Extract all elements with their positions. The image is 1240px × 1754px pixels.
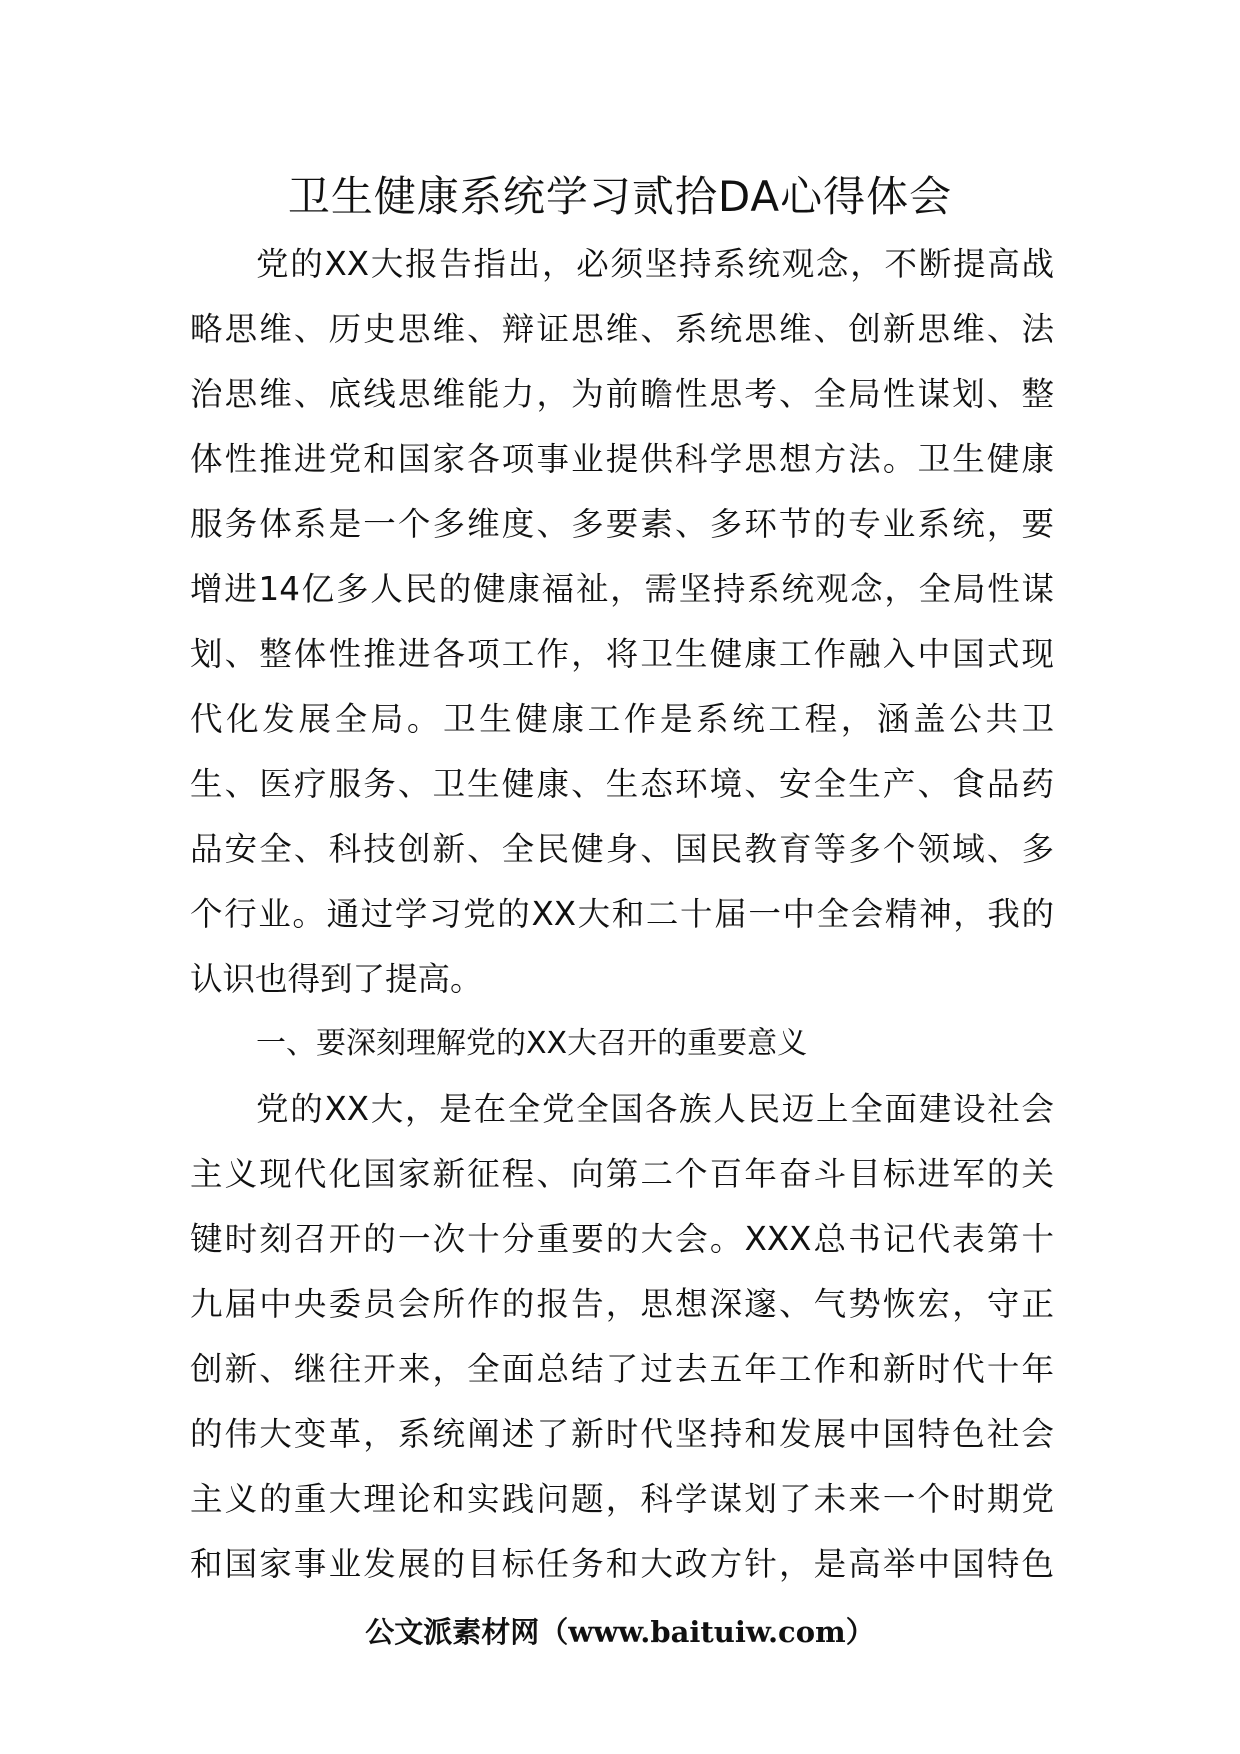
paragraph-1-line: 个行业。通过学习党的XX大和二十届一中全会精神，我的: [190, 895, 1054, 933]
paragraph-1-line: 治思维、底线思维能力，为前瞻性思考、全局性谋划、整: [190, 375, 1054, 413]
paragraph-2-line: 党的XX大，是在全党全国各族人民迈上全面建设社会: [256, 1090, 1054, 1128]
paragraph-1-line: 体性推进党和国家各项事业提供科学思想方法。卫生健康: [190, 440, 1054, 478]
paragraph-1-line: 党的XX大报告指出，必须坚持系统观念，不断提高战: [256, 245, 1054, 283]
paragraph-1-line: 生、医疗服务、卫生健康、生态环境、安全生产、食品药: [190, 765, 1054, 803]
document-title: 卫生健康系统学习贰拾DA心得体会: [287, 172, 953, 221]
footer-source: 公文派素材网（www.baituiw.com）: [365, 1615, 875, 1649]
document-body: [190, 236, 1054, 1601]
paragraph-2-line: 主义的重大理论和实践问题，科学谋划了未来一个时期党: [190, 1480, 1054, 1518]
paragraph-1-line: 认识也得到了提高。: [190, 960, 483, 998]
paragraph-2-line: 九届中央委员会所作的报告，思想深邃、气势恢宏，守正: [190, 1285, 1054, 1323]
section-heading: 一、要深刻理解党的XX大召开的重要意义: [256, 1026, 808, 1061]
paragraph-2-line: 主义现代化国家新征程、向第二个百年奋斗目标进军的关: [190, 1155, 1054, 1193]
paragraph-1-line: 品安全、科技创新、全民健身、国民教育等多个领域、多: [190, 830, 1054, 868]
paragraph-1-line: 代化发展全局。卫生健康工作是系统工程，涵盖公共卫: [190, 700, 1054, 738]
paragraph-2-line: 的伟大变革，系统阐述了新时代坚持和发展中国特色社会: [190, 1415, 1054, 1453]
paragraph-1-line: 服务体系是一个多维度、多要素、多环节的专业系统，要: [190, 505, 1054, 543]
paragraph-2-line: 键时刻召开的一次十分重要的大会。XXX总书记代表第十: [190, 1220, 1054, 1258]
paragraph-2-line: 创新、继往开来，全面总结了过去五年工作和新时代十年: [190, 1350, 1054, 1388]
paragraph-1-line: 增进14亿多人民的健康福祉，需坚持系统观念，全局性谋: [190, 570, 1054, 608]
paragraph-1-line: 略思维、历史思维、辩证思维、系统思维、创新思维、法: [190, 310, 1054, 348]
paragraph-1-line: 划、整体性推进各项工作，将卫生健康工作融入中国式现: [190, 635, 1054, 673]
paragraph-2-line: 和国家事业发展的目标任务和大政方针，是高举中国特色: [190, 1545, 1054, 1583]
